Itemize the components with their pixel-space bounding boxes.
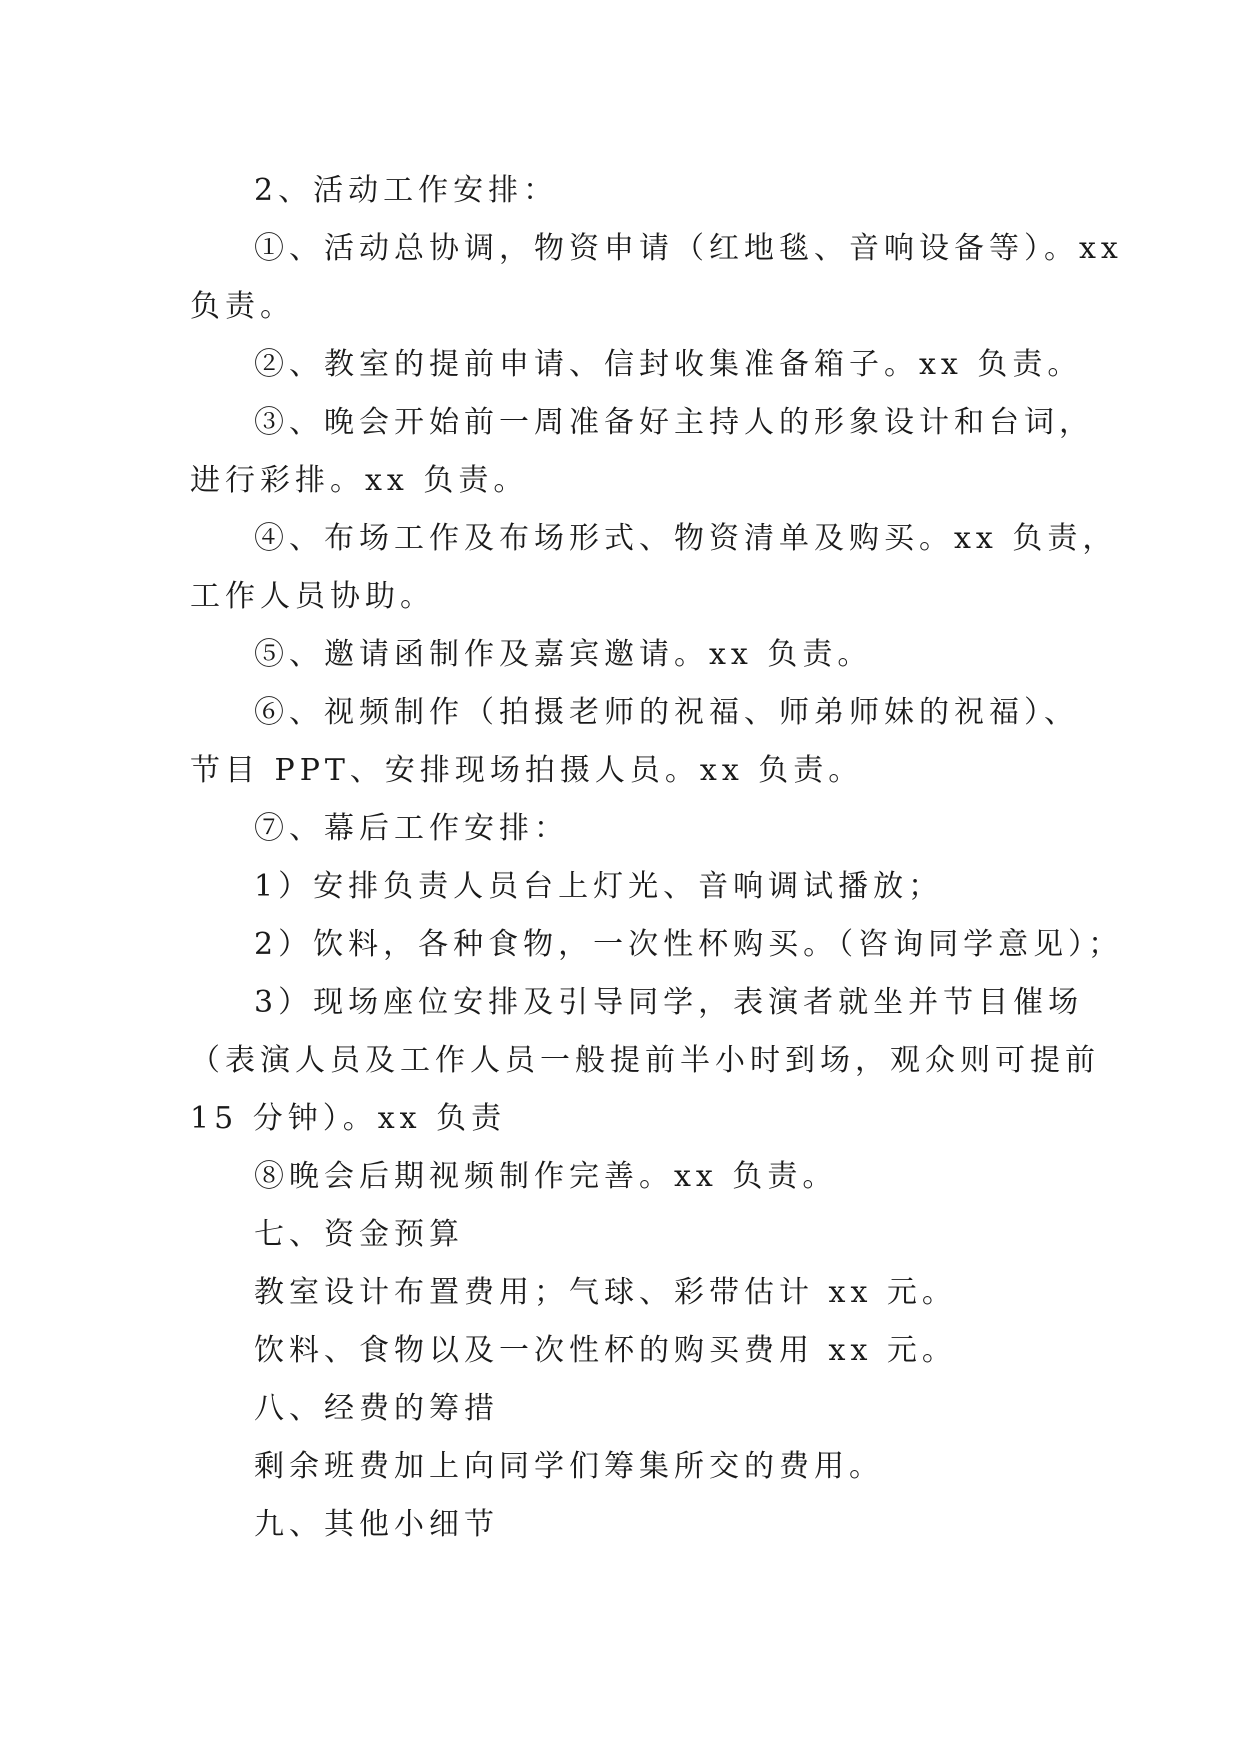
paragraph-line: （表演人员及工作人员一般提前半小时到场，观众则可提前 xyxy=(190,1043,1100,1078)
paragraph-line: 节目 PPT、安排现场拍摄人员。xx 负责。 xyxy=(190,753,864,788)
paragraph-line: 工作人员协助。 xyxy=(190,579,435,614)
section-heading: 八、经费的筹措 xyxy=(254,1391,499,1426)
document-body xyxy=(190,162,1124,1554)
paragraph-line: 2）饮料，各种食物，一次性杯购买。（咨询同学意见）； xyxy=(254,927,1124,962)
paragraph-line: ④、布场工作及布场形式、物资清单及购买。xx 负责， xyxy=(254,521,1118,556)
paragraph-line: 教室设计布置费用；气球、彩带估计 xx 元。 xyxy=(254,1275,957,1310)
section-heading: 九、其他小细节 xyxy=(254,1507,499,1542)
paragraph-line: ⑦、幕后工作安排： xyxy=(254,811,569,846)
paragraph-line: 剩余班费加上向同学们筹集所交的费用。 xyxy=(254,1449,884,1484)
paragraph-line: ②、教室的提前申请、信封收集准备箱子。xx 负责。 xyxy=(254,347,1083,382)
paragraph-line: ③、晚会开始前一周准备好主持人的形象设计和台词， xyxy=(254,405,1094,440)
paragraph-line: ⑥、视频制作（拍摄老师的祝福、师弟师妹的祝福）、 xyxy=(254,695,1079,730)
paragraph-line: 进行彩排。xx 负责。 xyxy=(190,463,529,498)
paragraph-line: 15 分钟）。xx 负责 xyxy=(190,1101,507,1136)
paragraph-line: ⑤、邀请函制作及嘉宾邀请。xx 负责。 xyxy=(254,637,873,672)
paragraph-line: 负责。 xyxy=(190,289,295,324)
paragraph-line: ⑧晚会后期视频制作完善。xx 负责。 xyxy=(254,1159,838,1194)
paragraph-line: 饮料、食物以及一次性杯的购买费用 xx 元。 xyxy=(254,1333,957,1368)
section-heading: 2、活动工作安排： xyxy=(254,173,559,208)
paragraph-line: 3）现场座位安排及引导同学，表演者就坐并节目催场 xyxy=(254,985,1084,1020)
paragraph-line: ①、活动总协调，物资申请（红地毯、音响设备等）。xx xyxy=(254,231,1123,266)
section-heading: 七、资金预算 xyxy=(254,1217,464,1252)
paragraph-line: 1）安排负责人员台上灯光、音响调试播放； xyxy=(254,869,944,904)
